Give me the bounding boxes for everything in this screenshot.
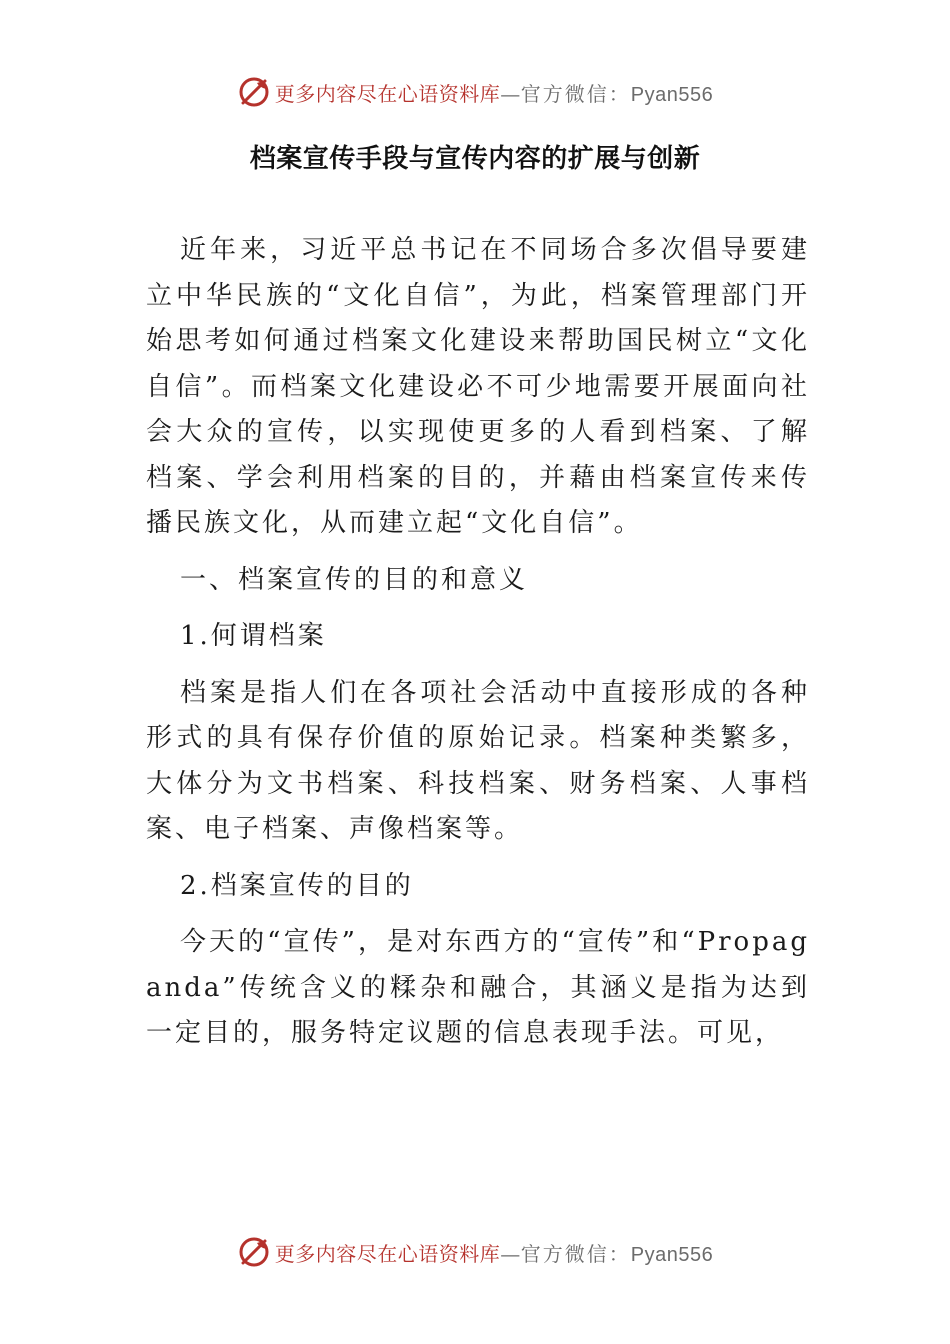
- subsection-heading-1-1: 1.何谓档案: [180, 621, 327, 651]
- banner-wechat-id: Pyan556: [630, 1243, 714, 1266]
- quill-seal-icon: [237, 1235, 271, 1269]
- paragraph-archive-definition: 档案是指人们在各项社会活动中直接形成的各种形式的具有保存价值的原始记录。档案种类繁多，大体分为文书档案、科技档案、财务档案、人事档案、电子档案、声像档案等。: [146, 677, 810, 844]
- quill-seal-icon: [237, 75, 271, 109]
- banner-site-name: 更多内容尽在心语资料库: [274, 1241, 501, 1266]
- document-body: [146, 228, 810, 1057]
- subsection-heading-1-2: 2.档案宣传的目的: [180, 870, 414, 901]
- banner-wechat-label: 官方微信：: [520, 81, 631, 106]
- section-heading-1: 一、档案宣传的目的和意义: [180, 564, 529, 595]
- header-banner: [0, 72, 950, 112]
- banner-separator: —: [500, 81, 521, 106]
- footer-banner: [0, 1232, 950, 1272]
- banner-site-name: 更多内容尽在心语资料库: [274, 81, 501, 106]
- paragraph-propaganda: 今天的“宣传”，是对东西方的“宣传”和“Propaganda”传统含义的糅杂和融合，其涵义是指为达到一定目的，服务特定议题的信息表现手法。可见，: [146, 927, 810, 1048]
- banner-wechat-label: 官方微信：: [520, 1241, 631, 1266]
- banner-separator: —: [500, 1241, 521, 1266]
- paragraph-intro: 近年来，习近平总书记在不同场合多次倡导要建立中华民族的“文化自信”，为此，档案管理部门开始思考如何通过档案文化建设来帮助国民树立“文化自信”。而档案文化建设必不可少地需要开展面向社会大众的宣传，以实现使更多的人看到档案、了解档案、学会利用档案的目的，并藉由档案宣传来传播民族文化，从而建立起“文化自信”。: [146, 235, 810, 538]
- document-title: 档案宣传手段与宣传内容的扩展与创新: [249, 144, 701, 174]
- banner-wechat-id: Pyan556: [630, 83, 714, 106]
